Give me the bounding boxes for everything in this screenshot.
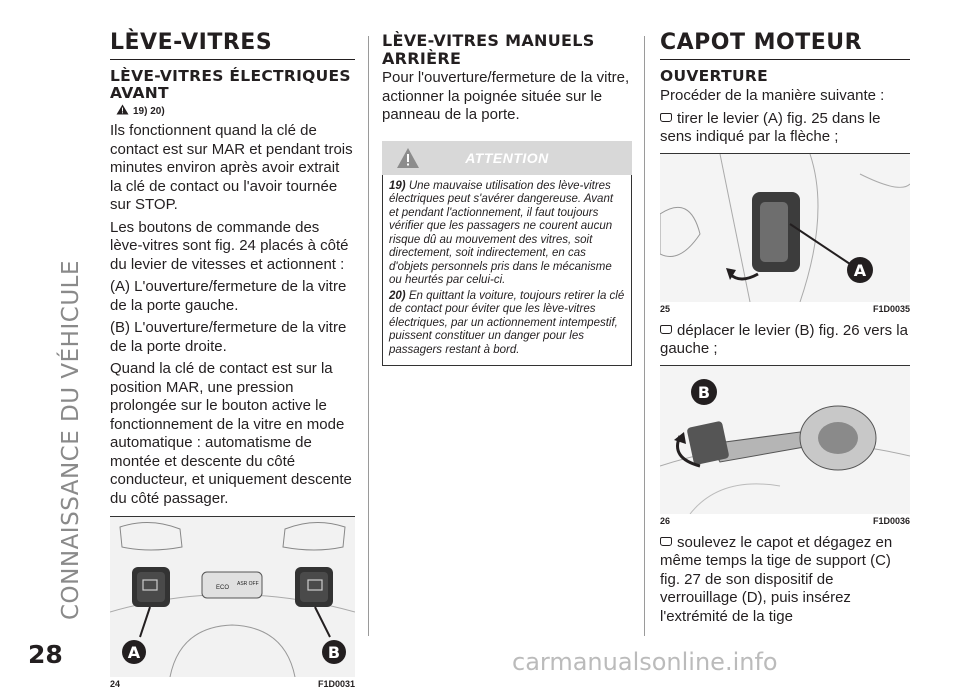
figure-caption	[660, 516, 910, 526]
step	[660, 110, 910, 147]
paragraph: (B) L'ouverture/fermeture de la vitre de la porte droite.	[110, 319, 347, 355]
figure-number: 24	[110, 679, 121, 689]
section-title: LÈVE-VITRES	[110, 30, 355, 60]
hood-latch-illustration	[660, 366, 910, 514]
side-section-title: CONNAISSANCE DU VÉHICULE	[58, 260, 84, 620]
callout-a: A	[853, 260, 867, 280]
paragraph: Procéder de la manière suivante :	[660, 87, 885, 105]
bullet-icon	[660, 325, 672, 334]
warning-text: En quittant la voiture, toujours retirer la clé de contact pour éviter que les lève-vitres électriques, par un actionnement intempestif, puissent constituer un danger pour les passagers restant à bord.	[389, 289, 625, 356]
warning-box	[382, 175, 632, 367]
callout-a: A	[127, 643, 141, 663]
section-subtitle: LÈVE-VITRES ÉLECTRIQUES AVANT	[110, 67, 351, 103]
warning-triangle-icon	[116, 104, 129, 118]
section-subtitle: OUVERTURE	[660, 67, 768, 86]
window-switches-illustration	[110, 517, 355, 677]
figure-24	[110, 516, 355, 689]
page-number: 28	[28, 640, 63, 669]
paragraph: Pour l'ouverture/fermeture de la vitre, actionner la poignée située sur le panneau de la porte.	[382, 69, 630, 124]
paragraph: Ils fonctionnent quand la clé de contact est sur MAR et pendant trois minutes environ après avoir extrait la clé de contact ou l'avoir tournée sur STOP.	[110, 122, 353, 214]
figure-number: 25	[660, 303, 671, 314]
figure-code: F1D0035	[872, 303, 910, 314]
bullet-icon	[660, 113, 672, 122]
warning-number: 19)	[389, 179, 406, 192]
section-title: CAPOT MOTEUR	[660, 30, 910, 60]
step	[660, 534, 910, 627]
section-subtitle: LÈVE-VITRES MANUELS ARRIÈRE	[382, 31, 595, 68]
warning-text: Une mauvaise utilisation des lève-vitres électriques peut s'avérer dangereuse. Avant et pendant l'actionnement, il faut toujours vérifier que les passagers ne courent aucun risque dû au mouvement des vitres, soit directement, soit indirectement, en cas d'objets personnels pris dans le mécanisme ou heurtés par celui-ci.	[389, 179, 614, 287]
warning-triangle-icon	[396, 147, 420, 174]
eco-button-label: ECO	[216, 585, 230, 592]
attention-header	[382, 141, 632, 175]
column-divider	[368, 36, 369, 636]
paragraph: Quand la clé de contact est sur la position MAR, une pression prolongée sur le bouton active le fonctionnement de la vitre en mode automatique : automatisme de montée et descente du côté conducteur, et uniquement descente du côté passager.	[110, 360, 352, 507]
step	[660, 322, 910, 359]
column-divider	[644, 36, 645, 636]
callout-b: B	[327, 643, 341, 663]
figure-caption	[110, 679, 355, 689]
figure-code: F1D0031	[317, 679, 355, 689]
column-right	[660, 30, 910, 630]
paragraph: (A) L'ouverture/fermeture de la vitre de la porte gauche.	[110, 278, 347, 314]
figure-number: 26	[660, 515, 671, 526]
bullet-icon	[660, 537, 672, 546]
warning-refs	[116, 104, 355, 118]
figure-25	[660, 153, 910, 314]
figure-26	[660, 365, 910, 526]
watermark: carmanualsonline.info	[512, 648, 778, 676]
column-middle	[382, 30, 632, 366]
asr-button-label: ASR OFF	[237, 581, 259, 588]
figure-caption	[660, 304, 910, 314]
warning-item	[389, 180, 625, 288]
hood-lever-illustration	[660, 154, 910, 302]
warning-item	[389, 290, 625, 358]
warning-refs-text: 19) 20)	[133, 105, 165, 117]
warning-number: 20)	[389, 289, 406, 302]
step-text: déplacer le levier (B) fig. 26 vers la gauche ;	[660, 321, 908, 358]
paragraph: Les boutons de commande des lève-vitres sont fig. 24 placés à côté du levier de vitesses et actionnent :	[110, 218, 349, 273]
column-left	[110, 30, 355, 689]
figure-code: F1D0036	[872, 515, 910, 526]
step-text: tirer le levier (A) fig. 25 dans le sens indiqué par la flèche ;	[660, 109, 881, 146]
step-text: soulevez le capot et dégagez en même temps la tige de support (C) fig. 27 de son dispositif de verrouillage (D), puis insérez l'extrémité de la tige	[660, 533, 893, 625]
callout-b: B	[697, 382, 711, 402]
attention-title: ATTENTION	[465, 149, 549, 166]
